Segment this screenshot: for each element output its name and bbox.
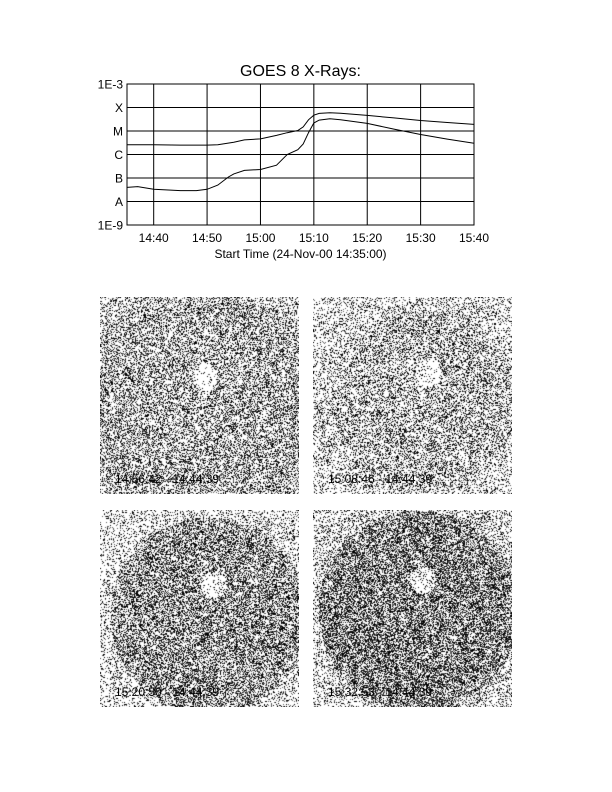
y-tick-label: C xyxy=(114,148,123,162)
y-tick-label: X xyxy=(114,101,123,115)
x-tick-label: 15:40 xyxy=(458,231,490,245)
difference-image xyxy=(100,510,299,707)
difference-image-panel xyxy=(313,297,512,494)
y-tick-label: 1E-3 xyxy=(97,77,123,92)
y-tick-label: B xyxy=(114,171,123,186)
panel-time-label: 15:08:46 - 14:44:39 xyxy=(328,472,433,486)
xray-series-line-1 xyxy=(127,113,474,145)
panel-time-label: 14:56:42 - 14:44:39 xyxy=(115,472,220,486)
y-tick-label: 1E-9 xyxy=(97,218,123,233)
difference-image xyxy=(313,297,512,494)
x-tick-label: 14:50 xyxy=(192,231,223,245)
panel-time-label: 15:32:53 - 14:44:39 xyxy=(328,685,433,699)
y-tick-label: M xyxy=(113,124,123,139)
x-axis-label: Start Time (24-Nov-00 14:35:00) xyxy=(214,247,387,261)
x-tick-label: 14:40 xyxy=(138,231,169,245)
difference-image-panel xyxy=(100,510,299,707)
difference-image-panel xyxy=(313,510,512,707)
y-tick-label: A xyxy=(114,195,123,209)
difference-image xyxy=(313,510,512,707)
difference-image xyxy=(100,297,299,494)
x-tick-label: 15:30 xyxy=(405,231,436,245)
x-tick-label: 15:10 xyxy=(298,231,329,245)
x-tick-label: 15:00 xyxy=(245,231,276,245)
panel-time-label: 15:20:50 - 14:44:39 xyxy=(115,685,220,699)
x-tick-label: 15:20 xyxy=(352,231,383,245)
goes-xray-chart xyxy=(0,0,612,300)
chart-title: GOES 8 X-Rays: xyxy=(240,63,361,80)
difference-image-panel xyxy=(100,297,299,494)
